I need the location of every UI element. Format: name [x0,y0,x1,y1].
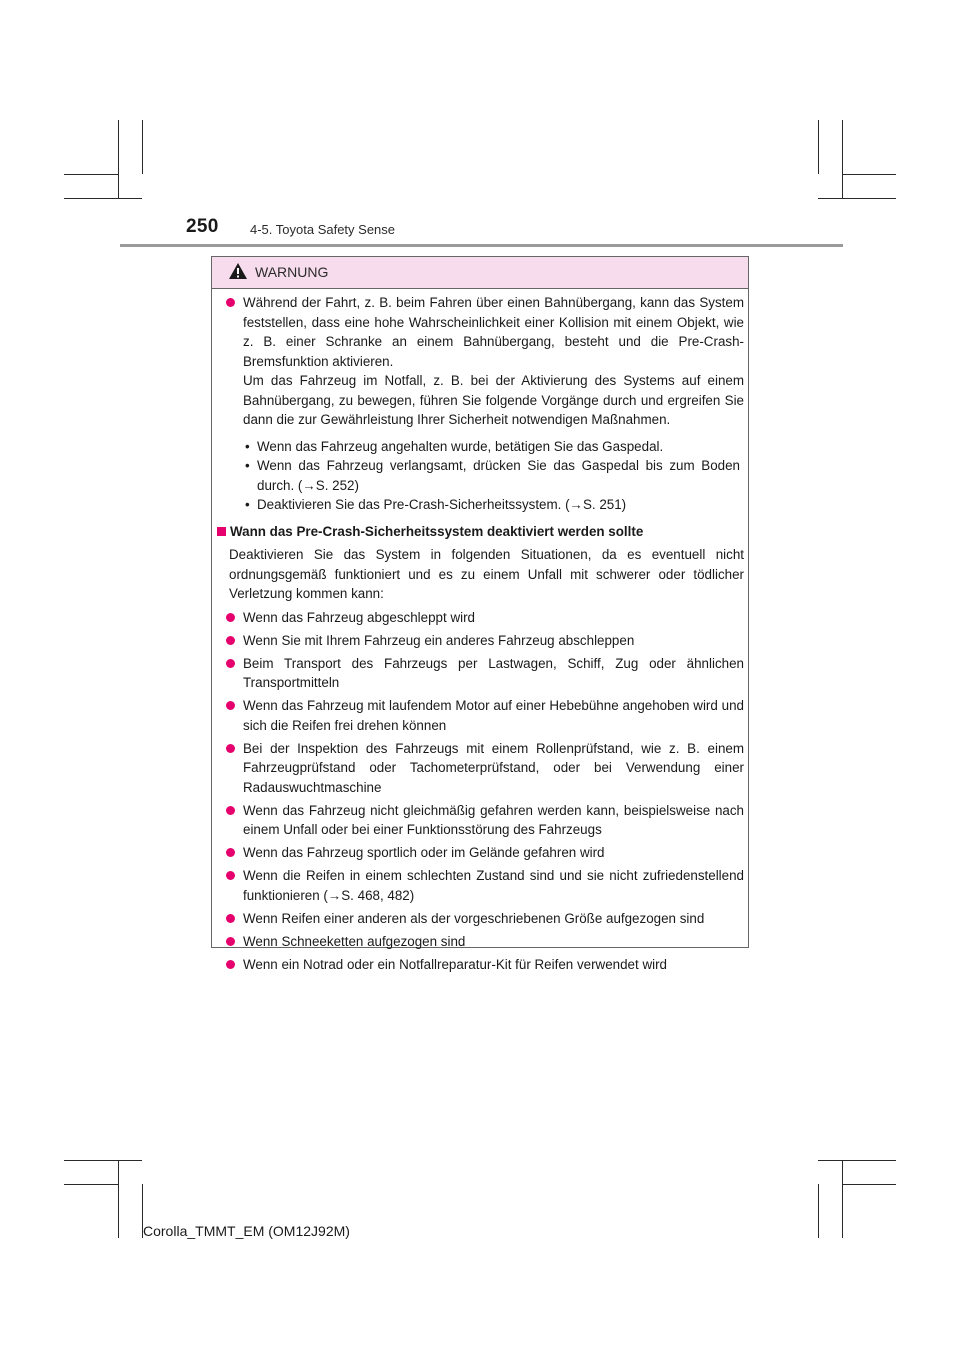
bullet-icon [226,298,235,307]
crop-mark [818,1160,896,1161]
crop-mark [142,120,143,174]
crop-mark [842,174,896,175]
bullet-icon [226,914,235,923]
sub-list-item [212,437,750,457]
bullet-icon [226,871,235,880]
dot-bullet-icon: • [245,497,250,512]
header-divider [120,244,843,247]
crop-mark [818,120,819,174]
bullet-icon [226,848,235,857]
crop-mark [118,120,119,198]
warning-box [211,256,749,972]
bullet-icon [226,937,235,946]
list-item-text: Wenn ein Notrad oder ein Notfallreparatur-Kit für Reifen verwendet wird [243,956,667,972]
bullet-icon [226,744,235,753]
square-marker-icon [217,527,226,536]
section-intro: Deaktivieren Sie das System in folgenden Situationen, da es eventuell nicht ordnungsgemäß funktioniert und es zu einem Unfall mit schwerer oder tödlicher Verletzung kommen kann: [229,547,744,601]
list-item [212,866,750,905]
crop-mark [842,1160,843,1238]
page-number: 250 [186,216,219,237]
warning-content [212,293,750,974]
bullet-icon [226,960,235,969]
bullet-icon [226,636,235,645]
crop-mark [818,1184,819,1238]
sub-item-text: Deaktivieren Sie das Pre-Crash-Sicherheitssystem. (→S. 251) [257,497,627,512]
bullet-icon [226,659,235,668]
sub-item-text: Wenn das Fahrzeug angehalten wurde, betätigen Sie das Gaspedal. [257,438,664,454]
list-item [212,631,750,651]
section-heading [212,522,750,542]
bullet-icon [226,701,235,710]
list-item-text: Wenn das Fahrzeug sportlich oder im Gelände gefahren wird [243,845,605,860]
list-item-text: Wenn das Fahrzeug abgeschleppt wird [243,609,475,625]
list-item-text: Wenn Reifen einer anderen als der vorgeschriebenen Größe aufgezogen sind [243,910,705,926]
list-item [212,293,750,430]
crop-mark [64,198,142,199]
crop-mark [842,120,843,198]
bullet-icon [226,806,235,815]
list-item [212,654,750,693]
sub-list-item [212,495,750,515]
paragraph: Während der Fahrt, z. B. beim Fahren über einen Bahnübergang, kann das System feststellen, dass eine hohe Wahrscheinlichkeit einer Kollision mit einem Objekt, wie z. B. einer Schranke an einem Bahnübergang, besteht und die Pre-Crash-Bremsfunktion aktivieren. [243,295,744,369]
dot-bullet-icon: • [245,458,250,473]
paragraph: Um das Fahrzeug im Notfall, z. B. bei der Aktivierung des Systems auf einem Bahnübergang, zu bewegen, führen Sie folgende Vorgänge durch und ergreifen Sie dann die zur Gewährleistung Ihrer Sicherheit notwendigen Maßnahmen. [243,373,744,427]
list-item-text: Wenn die Reifen in einem schlechten Zustand sind und sie nicht zufriedenstellend funktionieren (→S. 468, 482) [243,868,744,903]
section-heading-text: Wann das Pre-Crash-Sicherheitssystem deaktiviert werden sollte [230,523,644,539]
list-item-text: Beim Transport des Fahrzeugs per Lastwagen, Schiff, Zug oder ähnlichen Transportmitteln [243,655,744,690]
bullet-icon [226,613,235,622]
list-item [212,909,750,929]
list-item-text: Bei der Inspektion des Fahrzeugs mit einem Rollenprüfstand, wie z. B. einem Fahrzeugprüfstand oder Tachometerprüfstand, oder bei Verwendung einer Radauswuchtmaschine [243,740,744,795]
crop-mark [64,174,118,175]
crop-mark [64,1160,142,1161]
sub-item-text: Wenn das Fahrzeug verlangsamt, drücken Sie das Gaspedal bis zum Boden durch. (→S. 252) [257,458,740,493]
list-item-text: Wenn das Fahrzeug mit laufendem Motor auf einer Hebebühne angehoben wird und sich die Reifen frei drehen können [243,698,744,733]
list-item [212,955,750,975]
document-code: Corolla_TMMT_EM (OM12J92M) [143,1223,350,1239]
list-item-text: Wenn das Fahrzeug nicht gleichmäßig gefahren werden kann, beispielsweise nach einem Unfall oder bei einer Funktionsstörung des Fahrzeugs [243,802,744,837]
warning-header [212,257,748,289]
warning-triangle-icon [228,262,248,280]
sub-list-item [212,456,750,495]
list-item-text: Wenn Schneeketten aufgezogen sind [243,933,466,949]
list-item [212,843,750,863]
list-item [212,801,750,840]
crop-mark [118,1160,119,1238]
list-item [212,739,750,798]
list-item [212,932,750,952]
warning-title: WARNUNG [255,264,329,280]
list-item-text: Wenn Sie mit Ihrem Fahrzeug ein anderes Fahrzeug abschleppen [243,632,635,648]
dot-bullet-icon: • [245,438,250,454]
crop-mark [64,1184,118,1185]
crop-mark [842,1184,896,1185]
list-item [212,608,750,628]
crop-mark [818,198,896,199]
list-item [212,696,750,735]
section-title: 4-5. Toyota Safety Sense [250,222,396,237]
